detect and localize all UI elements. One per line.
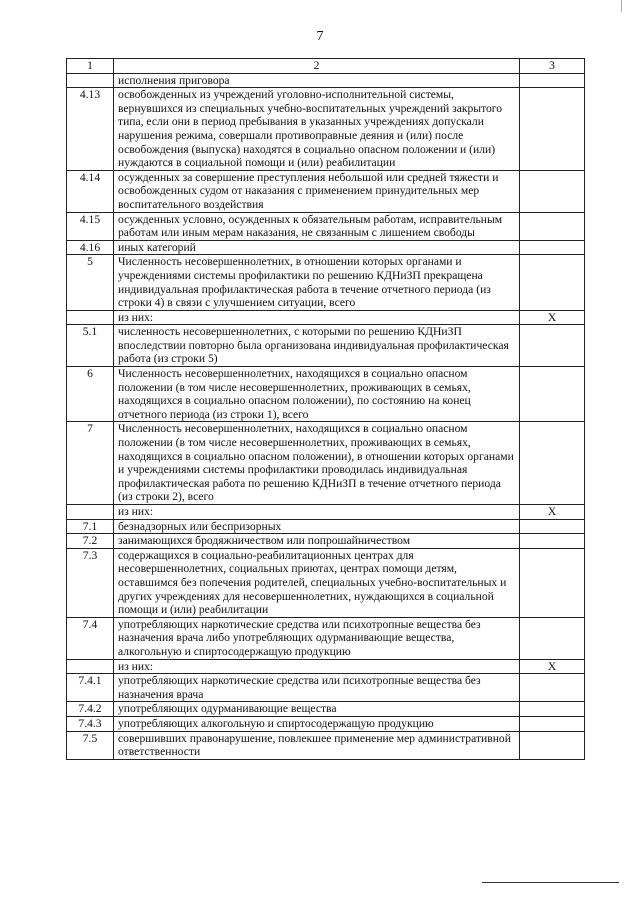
- header-col-1: 1: [67, 59, 114, 74]
- table-row: [67, 659, 585, 674]
- row-value: [520, 702, 585, 717]
- table-row: [67, 702, 585, 717]
- row-number: 7.4.1: [67, 674, 114, 702]
- row-description: содержащихся в социально-реабилитационных центрах для несовершеннолетних, социальных приютах, центрах помощи детям, оставшимся без попечения родителей, специальных учебно-воспитательных и других учреждениях для несовершеннолетних, нуждающихся в социальной помощи и (или) реабилитации: [114, 548, 520, 617]
- table-row: [67, 731, 585, 759]
- row-number: 7.3: [67, 548, 114, 617]
- table-row: [67, 367, 585, 422]
- row-description: из них:: [114, 505, 520, 520]
- header-col-2: 2: [114, 59, 520, 74]
- row-value: X: [520, 310, 585, 325]
- table-row: [67, 534, 585, 549]
- row-description: из них:: [114, 659, 520, 674]
- table-row: [67, 310, 585, 325]
- footer-rule: [482, 882, 619, 883]
- table-row: [67, 548, 585, 617]
- row-description: Численность несовершеннолетних, находящихся в социально опасном положении (в том числе несовершеннолетних, проживающих в семьях, находящихся в социально опасном положении), по состоянию на конец отчетного периода (из строки 1), всего: [114, 367, 520, 422]
- row-description: численность несовершеннолетних, с которыми по решению КДНиЗП впоследствии повторно была организована индивидуальная профилактическая работа (из строки 5): [114, 325, 520, 367]
- row-number: 4.13: [67, 88, 114, 171]
- row-description: употребляющих наркотические средства или психотропные вещества без назначения врача либо употребляющих одурманивающие вещества, алкогольную и спиртосодержащую продукцию: [114, 617, 520, 659]
- row-description: иных категорий: [114, 240, 520, 255]
- table-row: [67, 422, 585, 505]
- row-number: 7.4: [67, 617, 114, 659]
- table-row: [67, 73, 585, 88]
- row-number: 7: [67, 422, 114, 505]
- row-value: [520, 716, 585, 731]
- table-row: [67, 519, 585, 534]
- row-number: 4.16: [67, 240, 114, 255]
- row-number: 7.5: [67, 731, 114, 759]
- row-number: 7.4.3: [67, 716, 114, 731]
- table-row: [67, 255, 585, 310]
- row-number: 4.14: [67, 170, 114, 212]
- table-row: [67, 716, 585, 731]
- row-description: осужденных условно, осужденных к обязательным работам, исправительным работам или иным мерам наказания, не связанным с лишением свободы: [114, 212, 520, 240]
- row-number: 5.1: [67, 325, 114, 367]
- row-value: [520, 731, 585, 759]
- table-row: [67, 88, 585, 171]
- row-value: [520, 240, 585, 255]
- row-value: X: [520, 505, 585, 520]
- row-number: [67, 73, 114, 88]
- row-description: употребляющих алкогольную и спиртосодержащую продукцию: [114, 716, 520, 731]
- row-description: из них:: [114, 310, 520, 325]
- row-number: 6: [67, 367, 114, 422]
- row-value: [520, 88, 585, 171]
- table-header-row: [67, 59, 585, 74]
- row-value: [520, 255, 585, 310]
- row-description: занимающихся бродяжничеством или попрошайничеством: [114, 534, 520, 549]
- row-description: безнадзорных или беспризорных: [114, 519, 520, 534]
- statistics-table: [66, 58, 585, 760]
- table-row: [67, 325, 585, 367]
- row-value: [520, 325, 585, 367]
- row-number: [67, 659, 114, 674]
- row-value: X: [520, 659, 585, 674]
- row-description: употребляющих одурманивающие вещества: [114, 702, 520, 717]
- row-value: [520, 534, 585, 549]
- row-description: осужденных за совершение преступления небольшой или средней тяжести и освобожденных судом от наказания с применением принудительных мер воспитательного воздействия: [114, 170, 520, 212]
- edge-mark: [621, 0, 622, 12]
- header-col-3: 3: [520, 59, 585, 74]
- row-value: [520, 617, 585, 659]
- row-number: 5: [67, 255, 114, 310]
- table-row: [67, 240, 585, 255]
- row-number: [67, 310, 114, 325]
- row-description: совершивших правонарушение, повлекшее применение мер административной ответственности: [114, 731, 520, 759]
- table-row: [67, 212, 585, 240]
- table-row: [67, 674, 585, 702]
- row-value: [520, 548, 585, 617]
- row-value: [520, 422, 585, 505]
- row-number: 4.15: [67, 212, 114, 240]
- row-value: [520, 73, 585, 88]
- row-number: 7.1: [67, 519, 114, 534]
- table-row: [67, 617, 585, 659]
- page-number: 7: [316, 29, 324, 44]
- row-value: [520, 674, 585, 702]
- row-number: [67, 505, 114, 520]
- row-description: освобожденных из учреждений уголовно-исполнительной системы, вернувшихся из специальных учебно-воспитательных учреждений закрытого типа, если они в период пребывания в указанных учреждениях допускали нарушения режима, совершали противоправные деяния и (или) после освобождения (выпуска) находятся в социально опасном положении и (или) нуждаются в социальной помощи и (или) реабилитации: [114, 88, 520, 171]
- row-value: [520, 170, 585, 212]
- row-number: 7.2: [67, 534, 114, 549]
- table-row: [67, 505, 585, 520]
- row-number: 7.4.2: [67, 702, 114, 717]
- row-value: [520, 519, 585, 534]
- row-description: Численность несовершеннолетних, находящихся в социально опасном положении (в том числе несовершеннолетних, проживающих в семьях, находящихся в социально опасном положении), в отношении которых органами и учреждениями системы профилактики проводилась индивидуальная профилактическая работа по решению КДНиЗП в течение отчетного периода (из строки 2), всего: [114, 422, 520, 505]
- row-description: употребляющих наркотические средства или психотропные вещества без назначения врача: [114, 674, 520, 702]
- row-description: Численность несовершеннолетних, в отношении которых органами и учреждениями системы профилактики по решению КДНиЗП прекращена индивидуальная профилактическая работа в течение отчетного периода (из строки 4) в связи с улучшением ситуации, всего: [114, 255, 520, 310]
- row-value: [520, 212, 585, 240]
- row-description: исполнения приговора: [114, 73, 520, 88]
- table-row: [67, 170, 585, 212]
- row-value: [520, 367, 585, 422]
